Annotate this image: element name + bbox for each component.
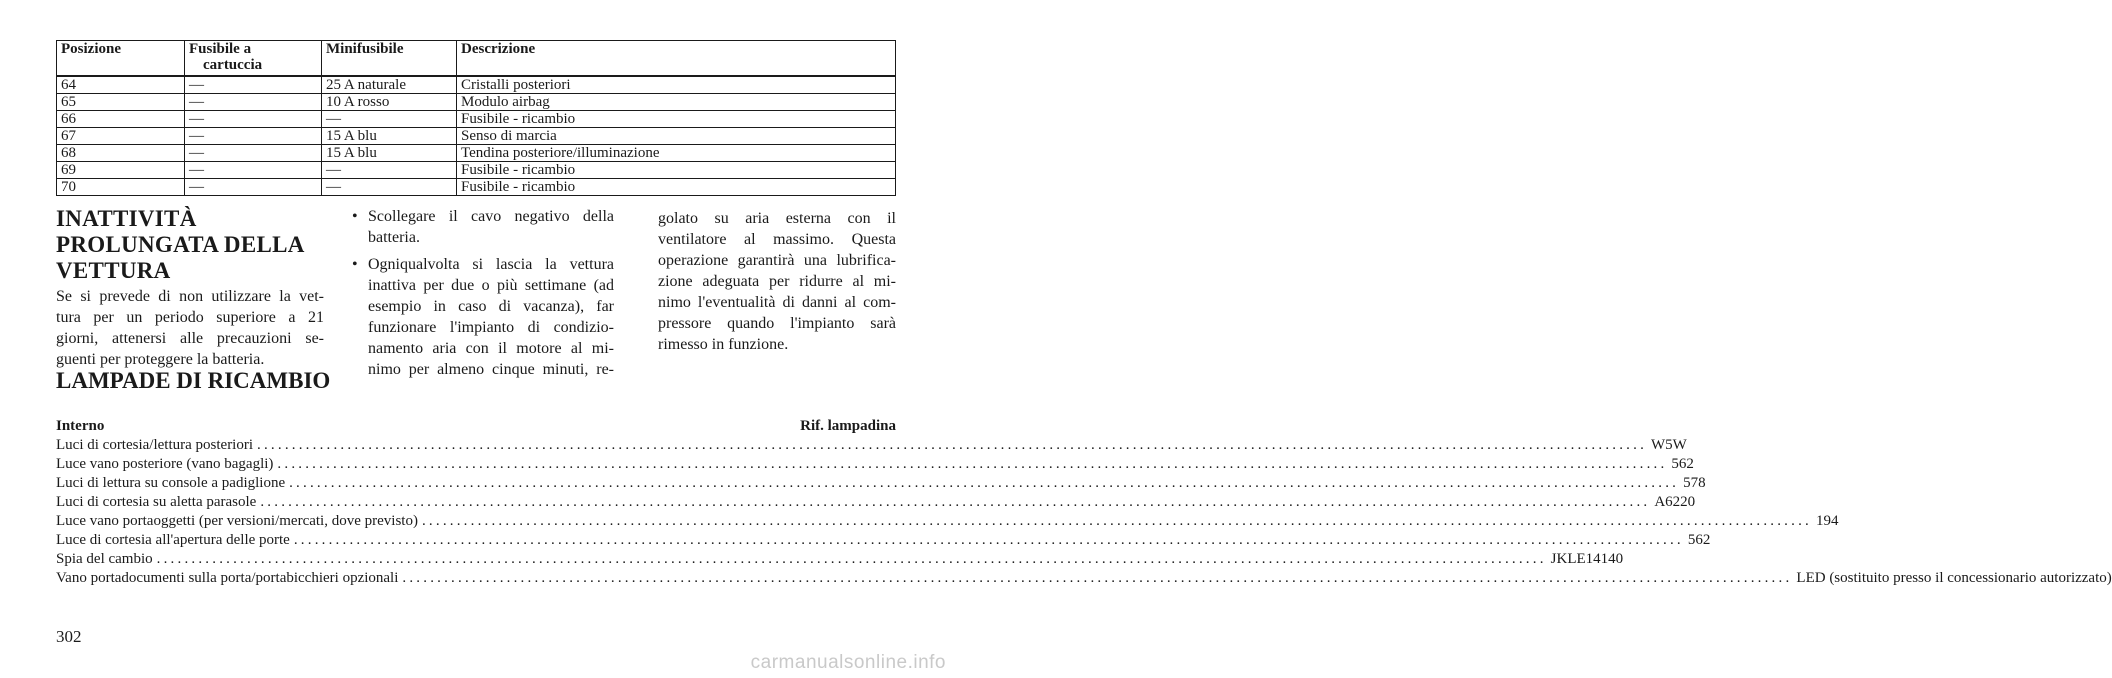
bulb-label: Vano portadocumenti sulla porta/portabicchieri opzionali bbox=[56, 570, 399, 586]
cell-posizione: 66 bbox=[57, 111, 185, 128]
bulb-label: Luci di lettura su console a padiglione bbox=[56, 475, 286, 491]
table-row bbox=[57, 179, 896, 196]
header-fusibile-line2: cartuccia bbox=[203, 57, 263, 73]
dot-leader: ........................................................................................................................................................................................................ bbox=[293, 532, 1684, 548]
cell-minifusibile: — bbox=[322, 179, 457, 196]
storage-section-column bbox=[56, 206, 324, 370]
text-line: zione adeguata per ridurre al mi- bbox=[658, 273, 896, 290]
cell-cartuccia: — bbox=[185, 94, 322, 111]
dot-leader: ........................................................................................................................................................................................................ bbox=[289, 475, 1680, 491]
header-posizione: Posizione bbox=[57, 41, 185, 77]
list-item bbox=[56, 569, 2112, 588]
cell-minifusibile: 25 A naturale bbox=[322, 76, 457, 94]
table-row bbox=[57, 145, 896, 162]
list-item bbox=[56, 512, 1839, 531]
page-number: 302 bbox=[56, 627, 82, 646]
cell-posizione: 68 bbox=[57, 145, 185, 162]
dot-leader: ........................................................................................................................................................................................................ bbox=[260, 494, 1651, 510]
text-line: • Ogniqualvolta si lascia la vettura bbox=[368, 256, 614, 273]
title-line: INATTIVITÀ bbox=[56, 206, 197, 231]
bulb-label: Luce di cortesia all'apertura delle porte bbox=[56, 532, 290, 548]
table-row bbox=[57, 128, 896, 145]
bulb-label: Spia del cambio bbox=[56, 551, 153, 567]
cell-minifusibile: — bbox=[322, 162, 457, 179]
list-item bbox=[56, 455, 1694, 474]
list-item bbox=[346, 254, 614, 380]
cell-minifusibile: — bbox=[322, 111, 457, 128]
bulb-list bbox=[56, 417, 2112, 588]
storage-intro-paragraph bbox=[56, 286, 324, 370]
text-line: ventilatore al massimo. Questa bbox=[658, 231, 896, 248]
bulb-label: Luce vano posteriore (vano bagagli) bbox=[56, 456, 274, 472]
cell-descrizione: Fusibile - ricambio bbox=[457, 111, 896, 128]
dot-leader: ........................................................................................................................................................................................................ bbox=[421, 513, 1812, 529]
bulb-ref: 194 bbox=[1815, 513, 1839, 529]
cell-minifusibile: 15 A blu bbox=[322, 145, 457, 162]
storage-bullets-column bbox=[346, 206, 614, 386]
table-row bbox=[57, 76, 896, 94]
table-row bbox=[57, 94, 896, 111]
header-fusibile-line1: Fusibile a bbox=[189, 41, 252, 57]
fuse-table-header-row bbox=[57, 41, 896, 77]
text-line: • Scollegare il cavo negativo della bbox=[368, 208, 614, 225]
storage-continued-column bbox=[658, 208, 896, 355]
text-line: Se si prevede di non utilizzare la vet- bbox=[56, 288, 324, 305]
cell-descrizione: Fusibile - ricambio bbox=[457, 179, 896, 196]
text-line: esempio in caso di vacanza), far bbox=[368, 298, 614, 315]
bulb-ref: 578 bbox=[1683, 475, 1706, 491]
bulb-ref: JKLE14140 bbox=[1550, 551, 1624, 567]
bulbs-section-title: LAMPADE DI RICAMBIO bbox=[56, 368, 331, 393]
text-line: guenti per proteggere la batteria. bbox=[56, 351, 265, 368]
table-row bbox=[57, 111, 896, 128]
fuse-table bbox=[56, 40, 896, 196]
text-line: operazione garantirà una lubrifica- bbox=[658, 252, 896, 269]
bulb-ref: 562 bbox=[1687, 532, 1711, 548]
text-line: golato su aria esterna con il bbox=[658, 210, 896, 227]
list-item bbox=[56, 550, 1624, 569]
cell-minifusibile: 10 A rosso bbox=[322, 94, 457, 111]
cell-cartuccia: — bbox=[185, 76, 322, 94]
watermark-logo: carmanualsonline.info bbox=[750, 652, 946, 673]
cell-descrizione: Modulo airbag bbox=[457, 94, 896, 111]
text-line: funzionare l'impianto di condizio- bbox=[368, 319, 614, 336]
list-item bbox=[56, 436, 1687, 455]
storage-section-title bbox=[56, 206, 324, 284]
cell-cartuccia: — bbox=[185, 145, 322, 162]
cell-descrizione: Senso di marcia bbox=[457, 128, 896, 145]
bulb-ref: A6220 bbox=[1654, 494, 1696, 510]
dot-leader: ........................................................................................................................................................................................................ bbox=[277, 456, 1668, 472]
text-line: rimesso in funzione. bbox=[658, 336, 789, 353]
text-line: nimo l'eventualità di danni al com- bbox=[658, 294, 896, 311]
list-item bbox=[56, 493, 1696, 512]
cell-descrizione: Fusibile - ricambio bbox=[457, 162, 896, 179]
title-line: PROLUNGATA DELLA bbox=[56, 232, 305, 257]
list-item bbox=[346, 206, 614, 248]
list-item bbox=[56, 474, 1706, 493]
bulb-list-header bbox=[56, 417, 896, 436]
text-line: tura per un periodo superiore a 21 bbox=[56, 309, 324, 326]
cell-cartuccia: — bbox=[185, 128, 322, 145]
cell-cartuccia: — bbox=[185, 179, 322, 196]
cell-cartuccia: — bbox=[185, 162, 322, 179]
text-line: namento aria con il motore al mi- bbox=[368, 340, 614, 357]
dot-leader: ........................................................................................................................................................................................................ bbox=[402, 570, 1793, 586]
text-line: inattiva per due o più settimane (ad bbox=[368, 277, 614, 294]
header-descrizione: Descrizione bbox=[457, 41, 896, 77]
bulb-header-interior: Interno bbox=[56, 418, 105, 434]
cell-minifusibile: 15 A blu bbox=[322, 128, 457, 145]
title-line: VETTURA bbox=[56, 258, 171, 283]
list-item bbox=[56, 531, 1711, 550]
precaution-list bbox=[346, 206, 614, 380]
cell-descrizione: Tendina posteriore/illuminazione bbox=[457, 145, 896, 162]
bulb-header-ref: Rif. lampadina bbox=[800, 418, 896, 434]
bulb-ref: LED (sostituito presso il concessionario autorizzato) bbox=[1796, 570, 2112, 586]
cell-posizione: 70 bbox=[57, 179, 185, 196]
bulb-label: Luce vano portaoggetti (per versioni/mercati, dove previsto) bbox=[56, 513, 418, 529]
header-minifusibile: Minifusibile bbox=[322, 41, 457, 77]
cell-posizione: 64 bbox=[57, 76, 185, 94]
text-line: giorni, attenersi alle precauzioni se- bbox=[56, 330, 324, 347]
text-line: batteria. bbox=[368, 229, 420, 246]
cell-posizione: 69 bbox=[57, 162, 185, 179]
cell-descrizione: Cristalli posteriori bbox=[457, 76, 896, 94]
dot-leader: ........................................................................................................................................................................................................ bbox=[156, 551, 1547, 567]
cell-cartuccia: — bbox=[185, 111, 322, 128]
bulb-label: Luci di cortesia/lettura posteriori bbox=[56, 437, 254, 453]
text-line: pressore quando l'impianto sarà bbox=[658, 315, 896, 332]
cell-posizione: 67 bbox=[57, 128, 185, 145]
cell-posizione: 65 bbox=[57, 94, 185, 111]
text-line: nimo per almeno cinque minuti, re- bbox=[368, 361, 614, 378]
table-row bbox=[57, 162, 896, 179]
bulb-ref: 562 bbox=[1671, 456, 1694, 472]
bulb-ref: W5W bbox=[1651, 437, 1687, 453]
dot-leader: ........................................................................................................................................................................................................ bbox=[257, 437, 1648, 453]
bulb-label: Luci di cortesia su aletta parasole bbox=[56, 494, 257, 510]
header-fusibile-cartuccia bbox=[185, 41, 322, 77]
